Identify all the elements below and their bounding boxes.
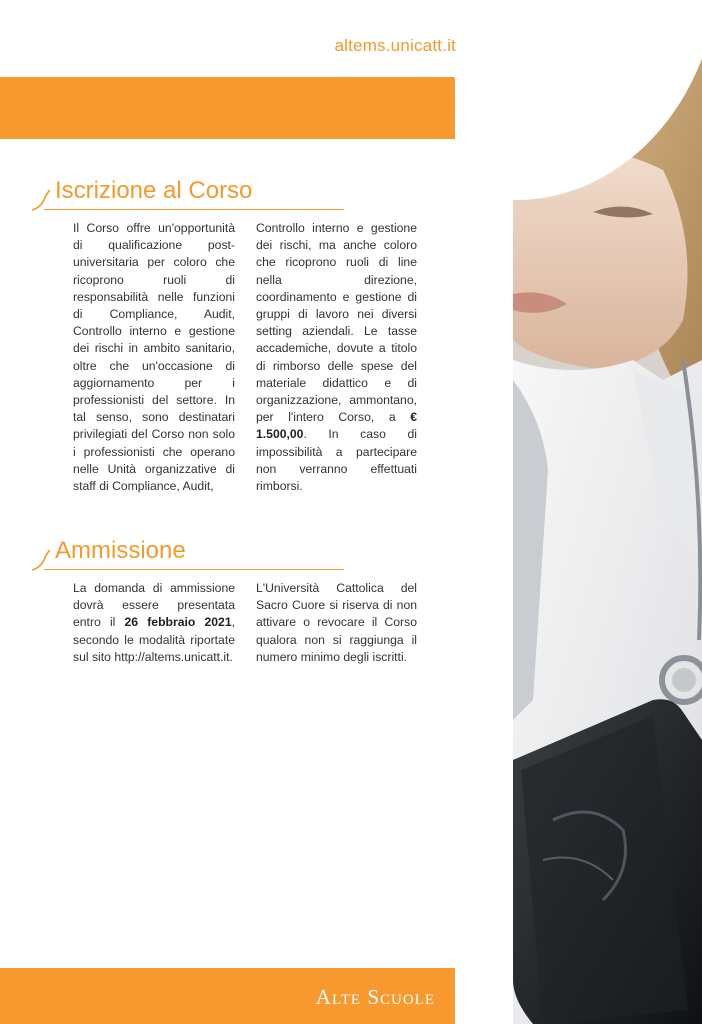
header-band — [0, 77, 455, 139]
footer-band — [0, 968, 455, 1024]
iscrizione-text-a: Controllo interno e gestione dei rischi, ma anche coloro che ricoprono ruoli di line nella direzione, coordinamento e gestione di gruppi di lavoro nei diversi setting aziendali. Le tasse accademiche, dovute a titolo di rimborso delle spese del materiale didattico e di organizzazione, ammontano, per l'intero Corso, a — [256, 221, 417, 425]
iscrizione-text-b: . In caso di impossibilità a partecipare non verranno effettuati rimborsi. — [256, 427, 417, 494]
ammissione-column-2: L'Università Cattolica del Sacro Cuore si riserva di non attivare o revocare il Corso qualora non si raggiunga il numero minimo degli iscritti. — [256, 581, 417, 664]
title-underline — [44, 209, 344, 210]
ammissione-text-a: La domanda di ammissione dovrà essere presentata entro il — [73, 581, 235, 630]
fee-amount: € 1.500,00 — [256, 410, 417, 442]
iscrizione-column-1: Il Corso offre un'opportunità di qualificazione post-universitaria per coloro che ricoprono ruoli di responsabilità nelle funzioni di Compliance, Audit, Controllo interno e gestione dei rischi in ambito sanitario, oltre che un'occasione di aggiornamento per i professionisti del settore. In tal senso, sono destinatari privilegiati del Corso non solo i professionisti che operano nelle Unità organizzative di staff di Compliance, Audit, — [73, 221, 235, 494]
deadline-date: 26 febbraio 2021 — [124, 615, 232, 630]
section-title-ammissione: Ammissione — [55, 537, 186, 564]
brand-logo-text: Alte Scuole — [315, 985, 435, 1009]
ammissione-text-b: , secondo le modalità riportate sul sito http://altems.unicatt.it. — [73, 615, 235, 664]
site-url[interactable]: altems.unicatt.it — [334, 36, 456, 55]
title-underline — [44, 569, 344, 570]
ammissione-column-1 — [73, 580, 235, 666]
section-title-iscrizione: Iscrizione al Corso — [55, 177, 253, 204]
iscrizione-column-2 — [256, 220, 417, 495]
